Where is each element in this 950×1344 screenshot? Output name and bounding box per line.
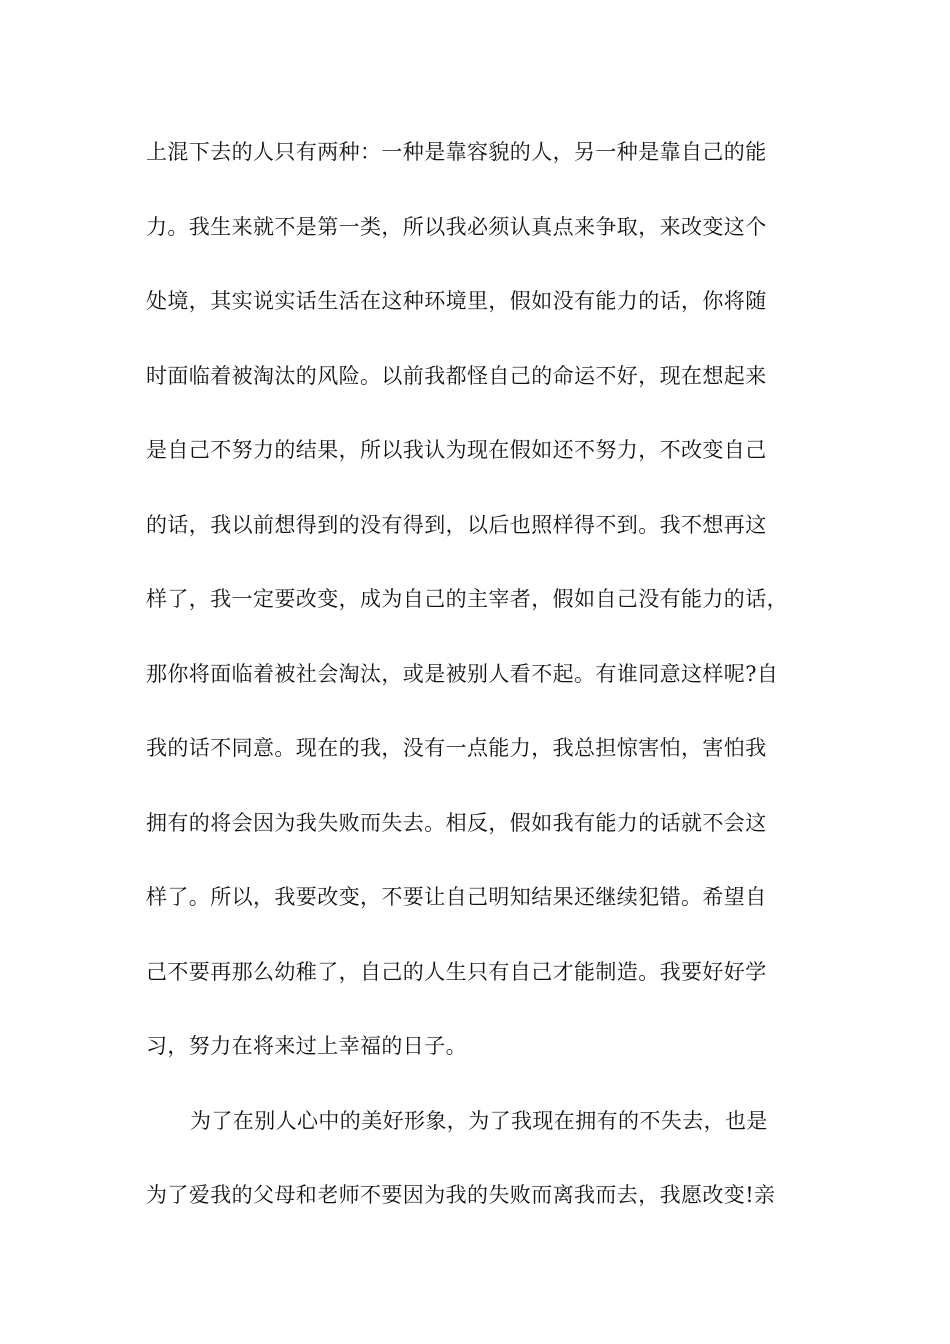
paragraph-start-line: 为了在别人心中的美好形象，为了我现在拥有的不失去，也是 <box>190 1108 768 1133</box>
text-line: 样了。所以，我要改变，不要让自己明知结果还继续犯错。希望自 <box>146 885 767 909</box>
text-line: 时面临着被淘汰的风险。以前我都怪自己的命运不好，现在想起来 <box>146 363 767 388</box>
text-line: 样了，我一定要改变，成为自己的主宰者，假如自己没有能力的话， <box>146 587 788 611</box>
text-line: 处境，其实说实话生活在这种环境里，假如没有能力的话，你将随 <box>146 289 767 313</box>
text-line: 力。我生来就不是第一类，所以我必须认真点来争取，来改变这个 <box>146 214 767 239</box>
text-line: 我的话不同意。现在的我，没有一点能力，我总担惊害怕，害怕我 <box>146 736 767 760</box>
text-line: 拥有的将会因为我失败而失去。相反，假如我有能力的话就不会这 <box>146 810 767 835</box>
text-line: 是自己不努力的结果，所以我认为现在假如还不努力，不改变自己 <box>146 438 767 462</box>
text-line: 上混下去的人只有两种：一种是靠容貌的人，另一种是靠自己的能 <box>146 140 767 164</box>
text-line: 己不要再那么幼稚了，自己的人生只有自己才能制造。我要好好学 <box>146 959 767 984</box>
text-line: 为了爱我的父母和老师不要因为我的失败而离我而去，我愿改变!亲 <box>146 1183 776 1207</box>
text-line: 的话，我以前想得到的没有得到，以后也照样得不到。我不想再这 <box>146 512 767 537</box>
text-line: 那你将面临着被社会淘汰，或是被别人看不起。有谁同意这样呢?自 <box>146 661 779 686</box>
body-text <box>146 134 826 1252</box>
text-line: 习，努力在将来过上幸福的日子。 <box>146 1034 467 1058</box>
